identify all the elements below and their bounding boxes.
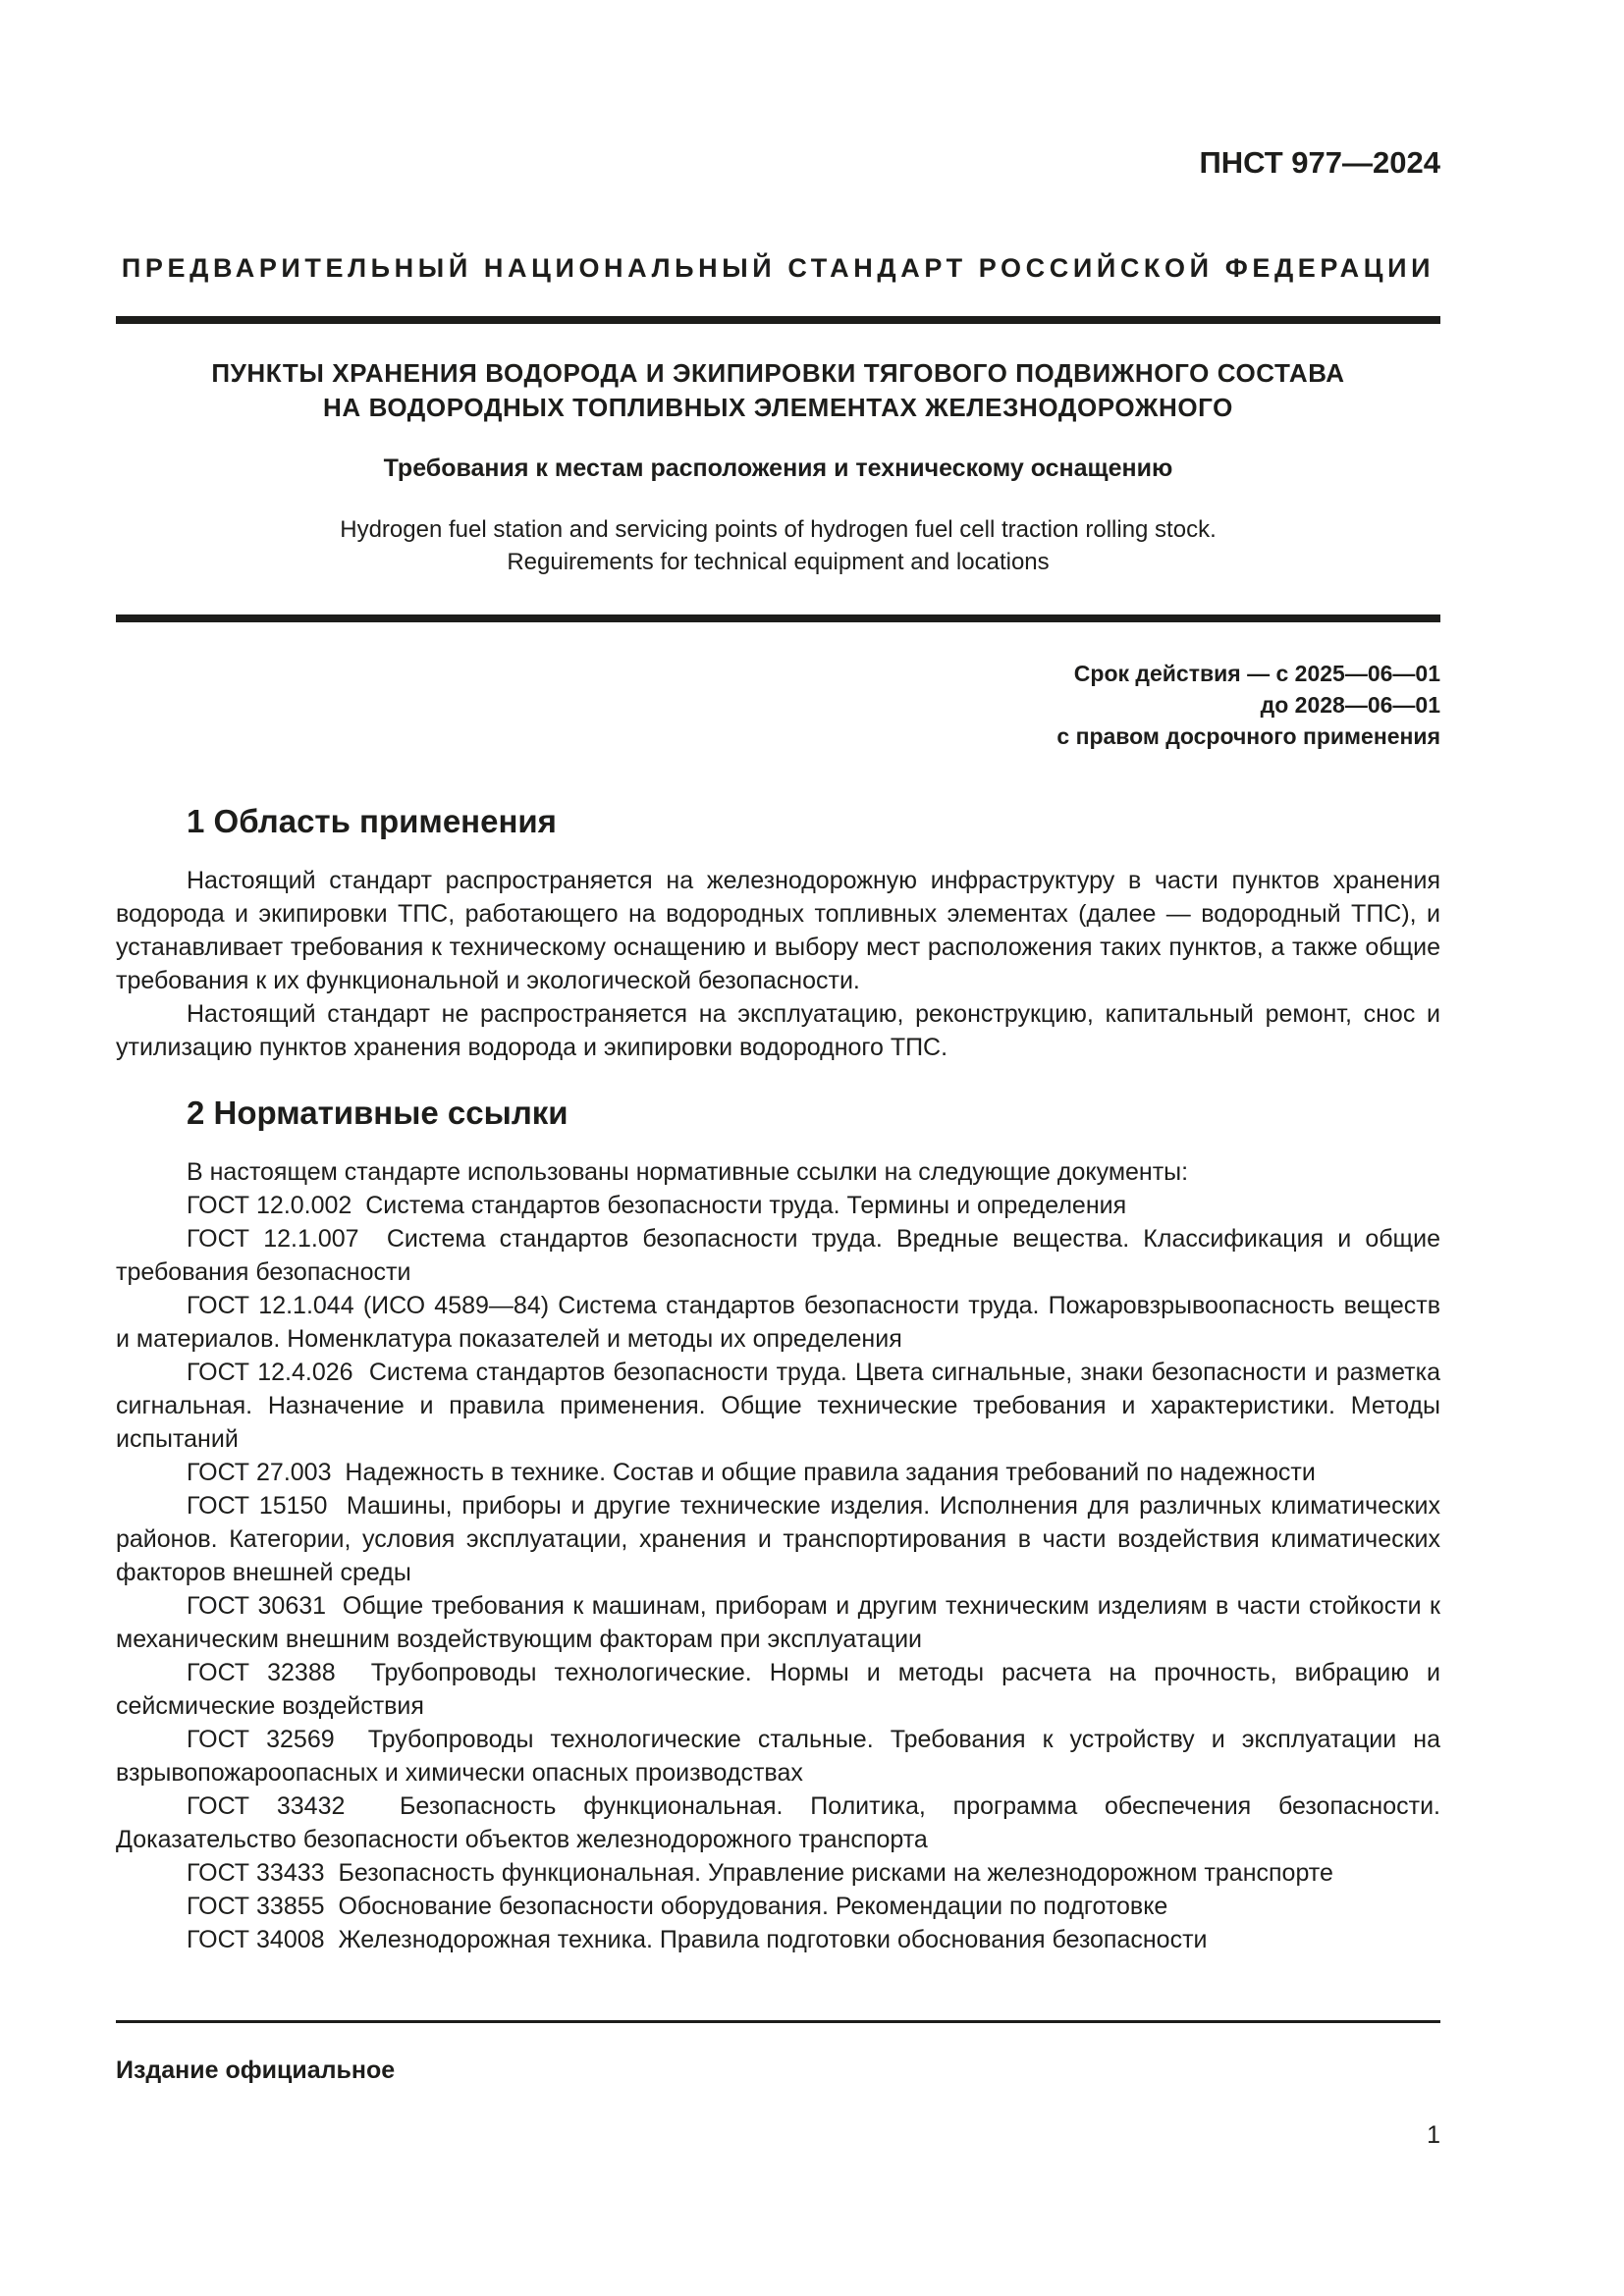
document-subtitle: Требования к местам расположения и техническому оснащению [383,454,1173,482]
reference-item [116,1789,1440,1856]
reference-code: ГОСТ 15150 [187,1492,328,1520]
reference-code: ГОСТ 12.1.007 [187,1225,359,1253]
reference-code: ГОСТ 33432 [187,1792,346,1820]
reference-item [116,1856,1440,1890]
english-title [116,513,1440,578]
document-title-line-1: ПУНКТЫ ХРАНЕНИЯ ВОДОРОДА И ЭКИПИРОВКИ ТЯГОВОГО ПОДВИЖНОГО СОСТАВА [211,358,1345,388]
reference-code: ГОСТ 27.003 [187,1459,332,1486]
reference-item [116,1923,1440,1956]
section-1-paragraph-1: Настоящий стандарт распространяется на железнодорожную инфраструктуру в части пунктов хранения водорода и экипировки ТПС, работающего на водородных топливных элементах (далее — водородный ТПС), и устанавливает требования к техническому оснащению и выбору мест расположения таких пунктов, а также общие требования к их функциональной и экологической безопасности. [116,867,1440,994]
references-intro: В настоящем стандарте использованы нормативные ссылки на следующие документы: [187,1158,1189,1186]
reference-title: Общие требования к машинам, приборам и другим техническим изделиям в части стойкости к механическим внешним воздействующим факторам при эксплуатации [116,1592,1440,1653]
national-standard-title: ПРЕДВАРИТЕЛЬНЫЙ НАЦИОНАЛЬНЫЙ СТАНДАРТ РОССИЙСКОЙ ФЕДЕРАЦИИ [121,253,1435,283]
reference-title: Система стандартов безопасности труда. Цвета сигнальные, знаки безопасности и разметка сигнальная. Назначение и правила применения. Общие технические требования и характеристики. Методы испытаний [116,1359,1440,1453]
validity-early-use: с правом досрочного применения [1056,723,1440,749]
reference-title: Обоснование безопасности оборудования. Рекомендации по подготовке [338,1893,1168,1920]
title-bottom-rule [116,614,1440,622]
reference-code: ГОСТ 12.1.044 (ИСО 4589—84) [187,1292,550,1319]
reference-item [116,1456,1440,1489]
document-code: ПНСТ 977—2024 [1199,145,1440,180]
english-title-line-2: Reguirements for technical equipment and locations [507,549,1050,575]
reference-title: Трубопроводы технологические. Нормы и методы расчета на прочность, вибрацию и сейсмические воздействия [116,1659,1440,1720]
reference-item [116,1890,1440,1923]
reference-code: ГОСТ 12.4.026 [187,1359,353,1386]
reference-code: ГОСТ 33855 [187,1893,325,1920]
reference-item [116,1222,1440,1289]
section-2-body [116,1155,1440,1956]
reference-title: Железнодорожная техника. Правила подготовки обоснования безопасности [338,1926,1208,1953]
section-1-body [116,864,1440,1064]
document-title [116,356,1440,425]
english-title-line-1: Hydrogen fuel station and servicing points of hydrogen fuel cell traction rolling stock. [340,516,1217,543]
reference-title: Безопасность функциональная. Управление рисками на железнодорожном транспорте [338,1859,1333,1887]
reference-title: Трубопроводы технологические стальные. Требования к устройству и эксплуатации на взрывопожароопасных и химически опасных производствах [116,1726,1440,1787]
footer-rule [116,2020,1440,2023]
reference-code: ГОСТ 32569 [187,1726,335,1753]
reference-item [116,1189,1440,1222]
section-2-heading: 2 Нормативные ссылки [187,1095,568,1131]
reference-item [116,1723,1440,1789]
official-edition-label: Издание официальное [116,2056,396,2084]
reference-item [116,1289,1440,1356]
reference-title: Безопасность функциональная. Политика, программа обеспечения безопасности. Доказательство безопасности объектов железнодорожного транспорта [116,1792,1440,1853]
top-rule [116,316,1440,324]
reference-code: ГОСТ 33433 [187,1859,325,1887]
page-number: 1 [1427,2121,1440,2149]
reference-item [116,1589,1440,1656]
section-1-heading: 1 Область применения [187,803,557,839]
reference-item [116,1489,1440,1589]
reference-code: ГОСТ 34008 [187,1926,325,1953]
reference-code: ГОСТ 30631 [187,1592,327,1620]
reference-title: Надежность в технике. Состав и общие правила задания требований по надежности [345,1459,1316,1486]
section-1-paragraph-2: Настоящий стандарт не распространяется на эксплуатацию, реконструкцию, капитальный ремонт, снос и утилизацию пунктов хранения водорода и экипировки водородного ТПС. [116,1000,1440,1061]
reference-code: ГОСТ 32388 [187,1659,336,1686]
validity-period [1056,658,1440,752]
reference-item [116,1356,1440,1456]
reference-title: Система стандартов безопасности труда. Пожаровзрывоопасность веществ и материалов. Номенклатура показателей и методы их определения [116,1292,1440,1353]
reference-title: Система стандартов безопасности труда. Термины и определения [365,1192,1127,1219]
reference-title: Машины, приборы и другие технические изделия. Исполнения для различных климатических районов. Категории, условия эксплуатации, хранения и транспортирования в части воздействия климатических факторов внешней среды [116,1492,1440,1586]
validity-end: до 2028—06—01 [1260,692,1440,718]
document-title-line-2: НА ВОДОРОДНЫХ ТОПЛИВНЫХ ЭЛЕМЕНТАХ ЖЕЛЕЗНОДОРОЖНОГО [323,393,1233,422]
reference-title: Система стандартов безопасности труда. Вредные вещества. Классификация и общие требования безопасности [116,1225,1440,1286]
reference-code: ГОСТ 12.0.002 [187,1192,352,1219]
reference-item [116,1656,1440,1723]
validity-start: Срок действия — с 2025—06—01 [1073,661,1440,686]
